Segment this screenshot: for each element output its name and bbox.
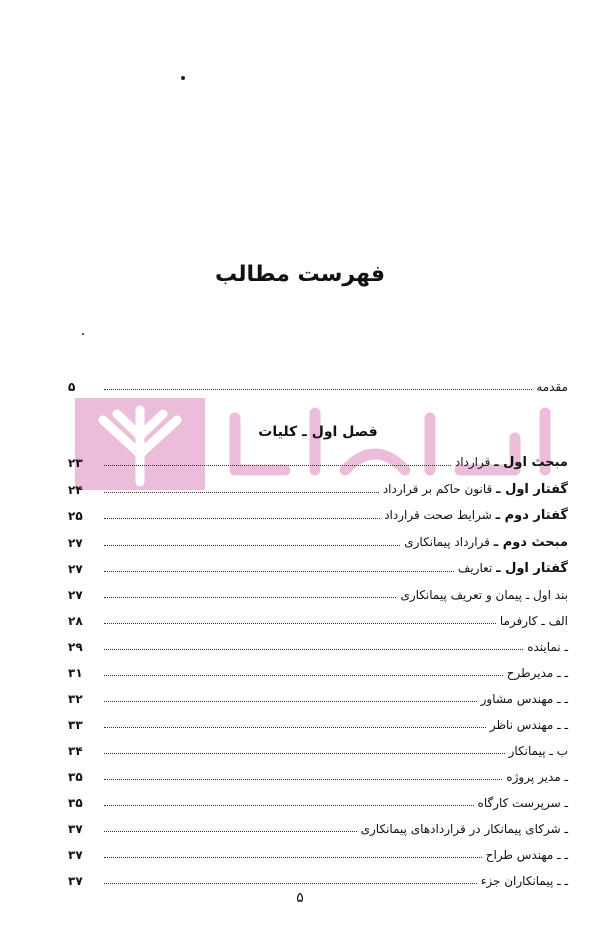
toc-entry (68, 501, 568, 523)
toc-entry-intro (68, 372, 568, 394)
entry-page: ۲۸ (68, 614, 83, 628)
entry-page: ۲۳ (68, 456, 83, 470)
entry-page: ۲۷ (68, 536, 83, 550)
entry-text: ـ نماینده (527, 640, 568, 654)
dot-leader (104, 727, 486, 728)
dot-leader (104, 465, 451, 466)
entry-page: ۳۷ (68, 822, 83, 836)
entry-page: ۲۷ (68, 562, 83, 576)
dot-leader (104, 389, 532, 390)
entry-page: ۲۷ (68, 588, 83, 602)
entry-text: ـ ـ مهندس مشاور (480, 692, 568, 706)
entry-page: ۳۲ (68, 692, 83, 706)
entry-page: ۲۹ (68, 640, 83, 654)
dot-leader (104, 831, 357, 832)
entry-page: ۳۵ (68, 796, 83, 810)
page-title: فهرست مطالب (214, 262, 386, 287)
entry-text: قرارداد پیمانکاری (404, 535, 490, 549)
ink-speck (181, 76, 185, 80)
entry-bold: گفتار دوم ـ (495, 508, 568, 523)
dot-leader (104, 779, 502, 780)
dot-leader (104, 623, 496, 624)
dot-leader (104, 518, 380, 519)
page-number: ۵ (296, 890, 304, 906)
dot-leader (104, 597, 396, 598)
entry-text: شرایط صحت قرارداد (384, 508, 492, 522)
entry-text: ـ ـ مدیرطرح (506, 666, 568, 680)
toc-entry (68, 762, 568, 784)
toc-entry (68, 840, 568, 862)
entry-bold: مبحث دوم ـ (493, 535, 568, 550)
toc-entry (68, 448, 568, 470)
toc-entry (68, 710, 568, 732)
entry-page: ۲۴ (68, 483, 83, 497)
entry-bold: گفتار اول ـ (496, 482, 568, 497)
entry-text: ـ ـ پیمانکاران جزء (480, 874, 568, 888)
dot-leader (104, 545, 400, 546)
entry-text: بند اول ـ پیمان و تعریف پیمانکاری (400, 588, 568, 602)
dot-leader (104, 753, 505, 754)
toc-entry (68, 684, 568, 706)
entry-text: ـ ـ مهندس طراح (485, 848, 568, 862)
toc-entry (68, 528, 568, 550)
entry-text: ـ مدیر پروژه (506, 770, 568, 784)
chapter-heading: فصل اول ـ کلیات (258, 424, 378, 440)
entry-text: ـ سرپرست کارگاه (477, 796, 568, 810)
entry-text: ـ شرکای پیمانکار در قراردادهای پیمانکاری (360, 822, 568, 836)
entry-text: الف ـ کارفرما (499, 614, 568, 628)
dot-leader (104, 857, 482, 858)
entry-page: ۳۴ (68, 744, 83, 758)
entry-text: ـ ـ مهندس ناظر (489, 718, 568, 732)
dot-leader (104, 649, 523, 650)
entry-text: ب ـ پیمانکار (508, 744, 568, 758)
entry-bold: گفتار اول ـ (496, 561, 568, 576)
dot-leader (104, 805, 474, 806)
toc-entry (68, 632, 568, 654)
entry-page: ۳۵ (68, 770, 83, 784)
entry-page: ۳۷ (68, 848, 83, 862)
dot-leader (104, 571, 454, 572)
toc-entry (68, 606, 568, 628)
entry-page: ۵ (68, 380, 76, 394)
toc-entry (68, 475, 568, 497)
entry-page: ۳۳ (68, 718, 83, 732)
toc-entry (68, 866, 568, 888)
entry-bold: مبحث اول ـ (494, 455, 568, 470)
entry-text: تعاریف (457, 561, 493, 575)
entry-text: مقدمه (536, 380, 568, 394)
entry-page: ۲۵ (68, 509, 83, 523)
entry-text: قرارداد (454, 455, 491, 469)
entry-page: ۳۱ (68, 666, 83, 680)
entry-page: ۳۷ (68, 874, 83, 888)
entry-text: قانون حاکم بر قرارداد (382, 482, 493, 496)
ink-speck (82, 333, 84, 335)
dot-leader (104, 701, 477, 702)
toc-entry (68, 658, 568, 680)
toc-entry (68, 736, 568, 758)
toc-entry (68, 554, 568, 576)
dot-leader (104, 492, 379, 493)
dot-leader (104, 883, 477, 884)
dot-leader (104, 675, 503, 676)
toc-entry (68, 580, 568, 602)
toc-entry (68, 788, 568, 810)
toc-entry (68, 814, 568, 836)
